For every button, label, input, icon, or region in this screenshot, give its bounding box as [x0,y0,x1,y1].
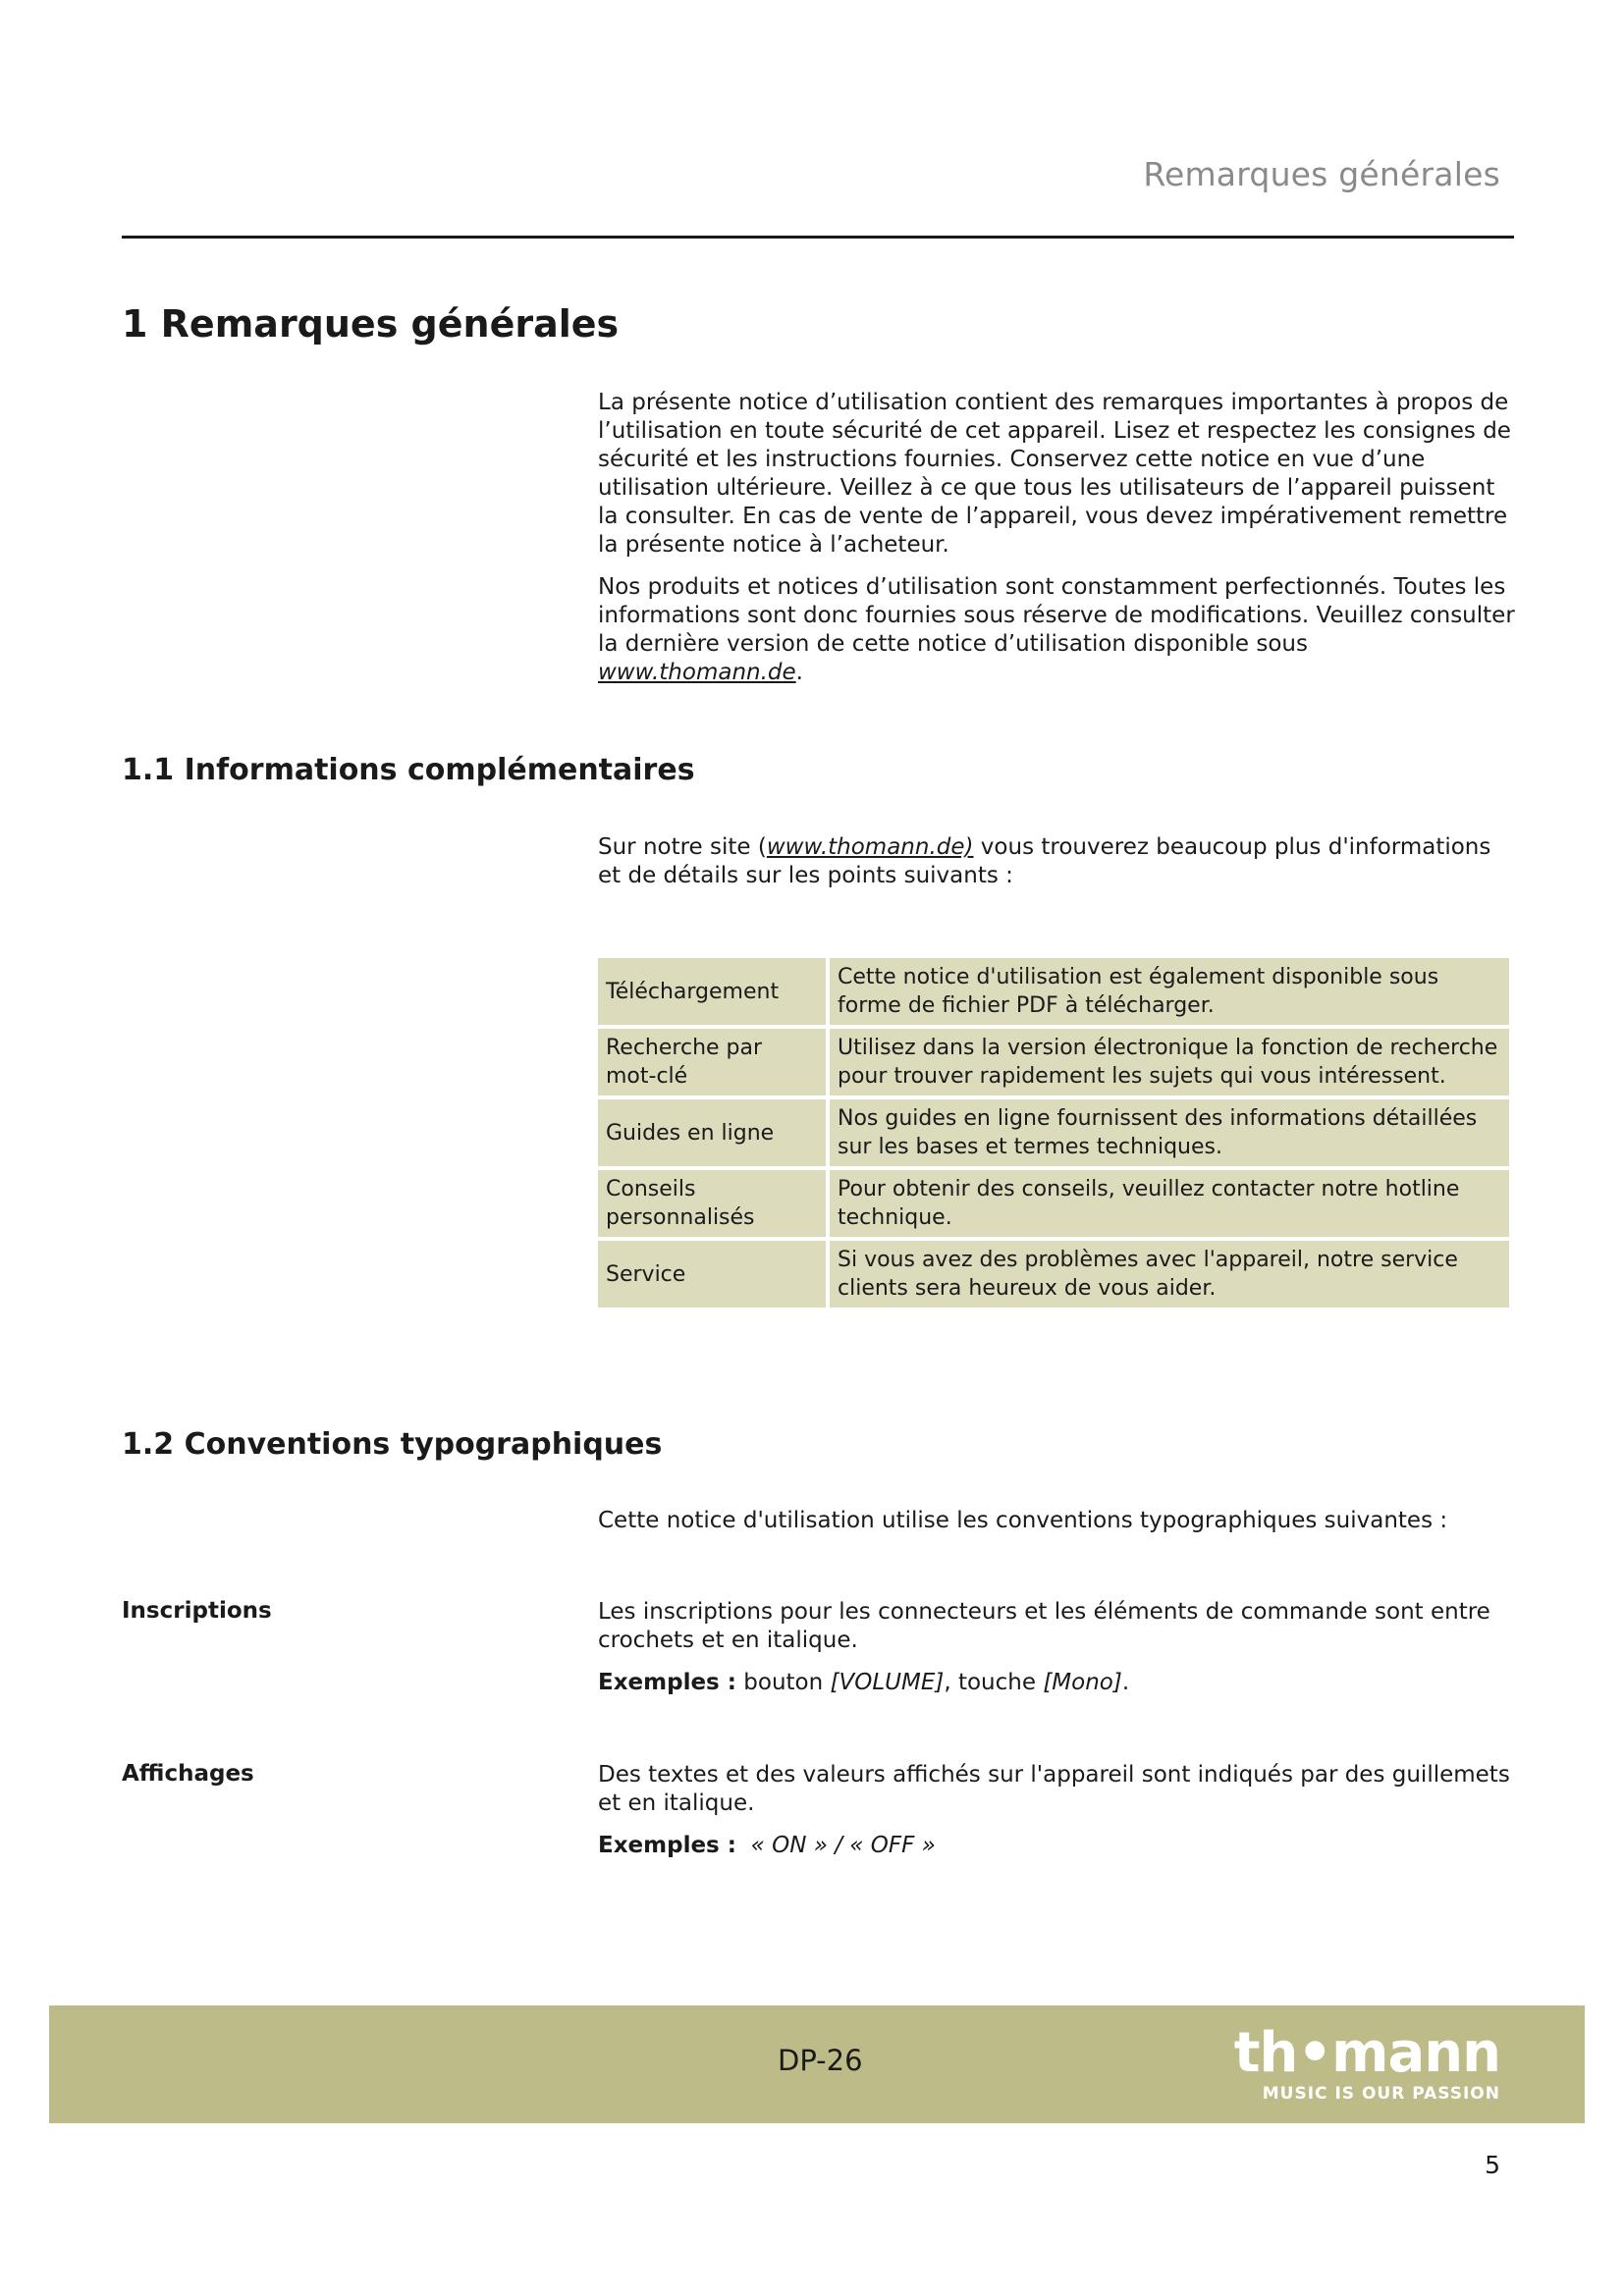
info-table [594,954,1513,1311]
table-term: Recherche par mot-clé [598,1029,826,1095]
affichages-example-value: « ON » / « OFF » [750,1833,936,1858]
example-volume: [VOLUME] [830,1670,945,1695]
table-term: Téléchargement [598,958,826,1025]
inscriptions-example-label: Exemples : [598,1670,736,1695]
section-1-heading: 1 Remarques générales [122,302,620,346]
example-part-3: , touche [944,1670,1044,1695]
table-description: Pour obtenir des conseils, veuillez contacter notre hotline technique. [830,1170,1509,1237]
section-1-1-intro-text [598,833,1516,890]
table-term: Conseils personnalisés [598,1170,826,1237]
section-1-1-intro [598,833,1516,904]
affichages-text: Des textes et des valeurs affichés sur l'appareil sont indiqués par des guillemets et en italique. [598,1762,1510,1816]
thomann-link[interactable]: www.thomann.de [598,660,796,685]
running-header: Remarques générales [1143,155,1500,193]
affichages-label: Affichages [122,1761,254,1787]
section-1-paragraph-2 [598,573,1516,687]
inscriptions-body [598,1598,1516,1711]
header-rule [122,236,1514,239]
section-1-body [598,389,1516,701]
section-1-2-heading: 1.2 Conventions typographiques [122,1427,663,1462]
affichages-example [598,1832,1516,1860]
table-description: Si vous avez des problèmes avec l'appareil, notre service clients sera heureux de vous aider. [830,1241,1509,1308]
logo-tagline: MUSIC IS OUR PASSION [1262,2084,1500,2104]
affichages-body [598,1761,1516,1874]
model-name: DP-26 [778,2044,863,2077]
table-row [598,1029,1509,1095]
inscriptions-label: Inscriptions [122,1598,272,1624]
table-row [598,1170,1509,1237]
table-description: Nos guides en ligne fournissent des informations détaillées sur les bases et termes techniques. [830,1099,1509,1166]
section-1-2-intro-text: Cette notice d'utilisation utilise les conventions typographiques suivantes : [598,1508,1448,1533]
section-1-paragraph-1: La présente notice d’utilisation contient des remarques importantes à propos de l’utilisation en toute sécurité de cet appareil. Lisez et respectez les consignes de sécurité et les instructions fournies. Conservez cette notice en vue d’une utilisation ultérieure. Veillez à ce que tous les utilisateurs de l’appareil puissent la consulter. En cas de vente de l’appareil, vous devez impérativement remettre la présente notice à l’acheteur. [598,390,1511,558]
example-part-5: . [1121,1670,1130,1695]
table-term: Service [598,1241,826,1308]
example-mono: [Mono] [1043,1670,1122,1695]
intro-after: vous trouverez beaucoup plus d'informations et de détails sur les points suivants : [598,834,1491,888]
table-description: Cette notice d'utilisation est également disponible sous forme de fichier PDF à télécharger. [830,958,1509,1025]
section-1-1-heading: 1.1 Informations complémentaires [122,753,695,787]
table-description: Utilisez dans la version électronique la fonction de recherche pour trouver rapidement les sujets qui vous intéressent. [830,1029,1509,1095]
thomann-link-2[interactable]: www.thomann.de) [766,834,974,860]
thomann-logo [1233,2021,1500,2105]
example-part-1: bouton [735,1670,831,1695]
table-term: Guides en ligne [598,1099,826,1166]
affichages-example-label: Exemples : [598,1833,736,1858]
section-1-2-intro [598,1507,1516,1549]
table-row [598,1099,1509,1166]
paragraph-2-end: . [795,660,803,685]
inscriptions-example [598,1669,1516,1697]
table-row [598,958,1509,1025]
table-row [598,1241,1509,1308]
inscriptions-text: Les inscriptions pour les connecteurs et les éléments de commande sont entre crochets et en italique. [598,1599,1490,1653]
paragraph-2-text: Nos produits et notices d’utilisation sont constamment perfectionnés. Toutes les informations sont donc fournies sous réserve de modifications. Veuillez consulter la dernière version de cette notice d’utilisation disponible sous [598,574,1515,657]
intro-before: Sur notre site ( [598,834,767,860]
logo-wordmark: th•mann [1233,2021,1500,2085]
page-number: 5 [1485,2151,1500,2179]
